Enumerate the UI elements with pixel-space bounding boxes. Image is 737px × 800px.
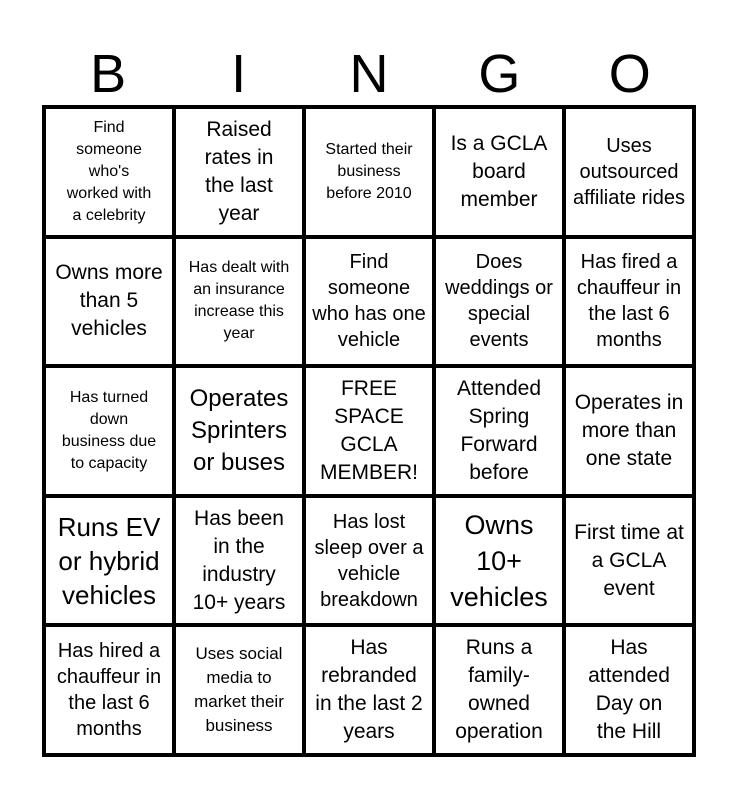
bingo-cell-r5c2[interactable] — [174, 625, 304, 755]
bingo-cell-r4c3[interactable] — [304, 496, 434, 626]
cell-text: Uses outsourced affiliate rides — [573, 134, 685, 209]
cell-text: Raised rates in the last year — [204, 117, 274, 225]
cell-text: Has been in the industry 10+ years — [192, 506, 286, 614]
cell-text: Has attended Day on the Hill — [588, 636, 670, 744]
bingo-cell-r2c5[interactable] — [564, 237, 694, 367]
cell-text: Owns more than 5 vehicles — [55, 261, 163, 341]
bingo-cell-r2c4[interactable] — [434, 237, 564, 367]
bingo-cell-r1c3[interactable] — [304, 107, 434, 237]
bingo-cell-r4c1[interactable] — [44, 496, 174, 626]
cell-text: FREE SPACE GCLA MEMBER! — [319, 376, 418, 484]
cell-text: Has hired a chauffeur in the last 6 months — [56, 640, 162, 741]
cell-text: Has lost sleep over a vehicle breakdown — [314, 510, 424, 611]
bingo-header — [43, 42, 695, 106]
bingo-cell-r5c3[interactable] — [304, 625, 434, 755]
cell-text: Find someone who has one vehicle — [312, 251, 426, 352]
bingo-cell-r1c4[interactable] — [434, 107, 564, 237]
cell-text: Owns 10+ vehicles — [450, 509, 548, 612]
cell-text: Operates Sprinters or buses — [189, 384, 289, 476]
bingo-cell-r2c3[interactable] — [304, 237, 434, 367]
bingo-cell-r3c3[interactable] — [304, 366, 434, 496]
cell-text: Runs a family-owned operation — [455, 636, 543, 744]
header-letter-i: I — [231, 44, 247, 104]
bingo-cell-r3c2[interactable] — [174, 366, 304, 496]
bingo-cell-r4c4[interactable] — [434, 496, 564, 626]
cell-text: Started their business before 2010 — [325, 140, 413, 202]
cell-text: Runs EV or hybrid vehicles — [57, 511, 161, 610]
bingo-cell-r1c5[interactable] — [564, 107, 694, 237]
cell-text: Has fired a chauffeur in the last 6 months — [576, 251, 682, 352]
cell-text: Find someone who's worked with a celebrity — [66, 118, 152, 224]
header-letter-n: N — [349, 44, 389, 104]
cell-text: Uses social media to market their business — [194, 644, 284, 736]
cell-text: Is a GCLA board member — [450, 131, 548, 211]
header-letter-o: O — [608, 44, 651, 104]
cell-text: Does weddings or special events — [445, 251, 553, 352]
cell-text: Attended Spring Forward before — [456, 376, 542, 484]
bingo-cell-r4c5[interactable] — [564, 496, 694, 626]
bingo-cell-r3c4[interactable] — [434, 366, 564, 496]
header-letter-g: G — [478, 44, 521, 104]
cell-text: Has dealt with an insurance increase this year — [188, 259, 290, 343]
bingo-cell-r3c5[interactable] — [564, 366, 694, 496]
cell-text: Has turned down business due to capacity — [61, 388, 157, 472]
cell-text: Has rebranded in the last 2 years — [315, 636, 423, 744]
bingo-cell-r4c2[interactable] — [174, 496, 304, 626]
bingo-cell-r1c2[interactable] — [174, 107, 304, 237]
cell-text: First time at a GCLA event — [574, 520, 684, 600]
cell-text: Operates in more than one state — [574, 390, 684, 470]
header-letter-b: B — [90, 44, 127, 104]
bingo-cell-r5c5[interactable] — [564, 625, 694, 755]
bingo-cell-r2c2[interactable] — [174, 237, 304, 367]
bingo-cell-r2c1[interactable] — [44, 237, 174, 367]
bingo-cell-r1c1[interactable] — [44, 107, 174, 237]
bingo-cell-r3c1[interactable] — [44, 366, 174, 496]
bingo-cell-r5c1[interactable] — [44, 625, 174, 755]
bingo-card — [42, 105, 696, 757]
bingo-cell-r5c4[interactable] — [434, 625, 564, 755]
